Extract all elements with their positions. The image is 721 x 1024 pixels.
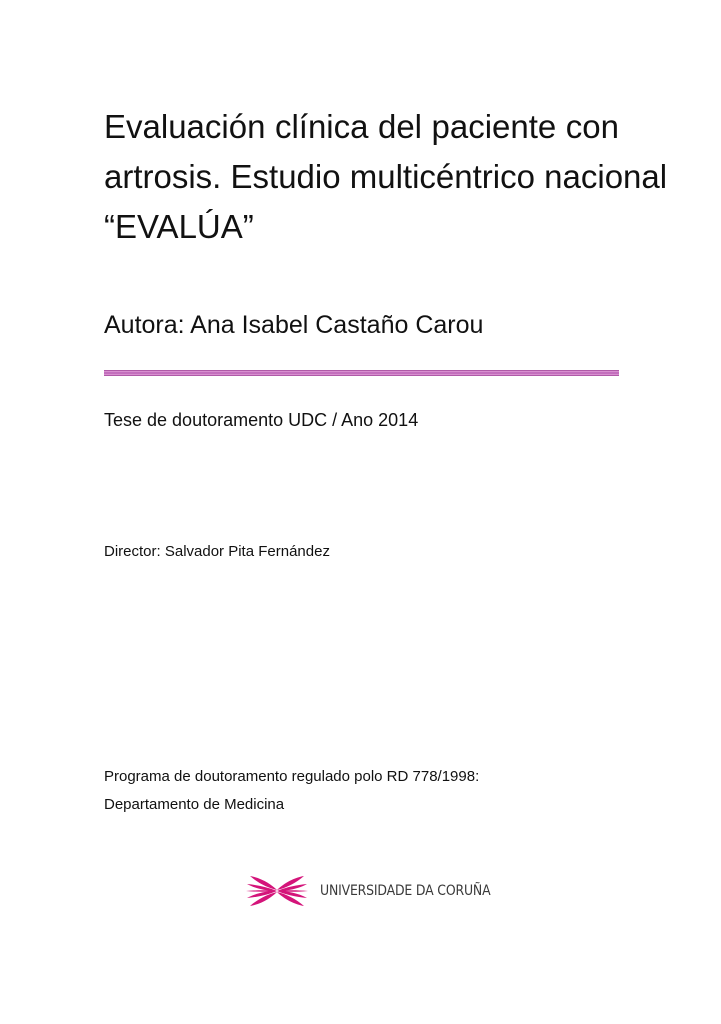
title-line-3: “EVALÚA” (104, 208, 254, 245)
thesis-info: Tese de doutoramento UDC / Ano 2014 (104, 410, 419, 430)
program-line-1: Programa de doutoramento regulado polo RD 778/1998: (104, 768, 480, 785)
divider-rule (104, 370, 619, 376)
title-line-1: Evaluación clínica del paciente con (104, 108, 619, 145)
author-name: Autora: Ana Isabel Castaño Carou (104, 311, 484, 339)
director-name: Director: Salvador Pita Fernández (104, 543, 330, 560)
udc-logo-icon (246, 873, 308, 909)
program-line-2: Departamento de Medicina (104, 796, 285, 813)
university-logo (246, 873, 518, 909)
university-name: UNIVERSIDADE DA CORUÑA (320, 883, 491, 899)
program-info (104, 763, 479, 819)
document-title (104, 102, 668, 252)
title-line-2: artrosis. Estudio multicéntrico nacional (104, 158, 668, 195)
